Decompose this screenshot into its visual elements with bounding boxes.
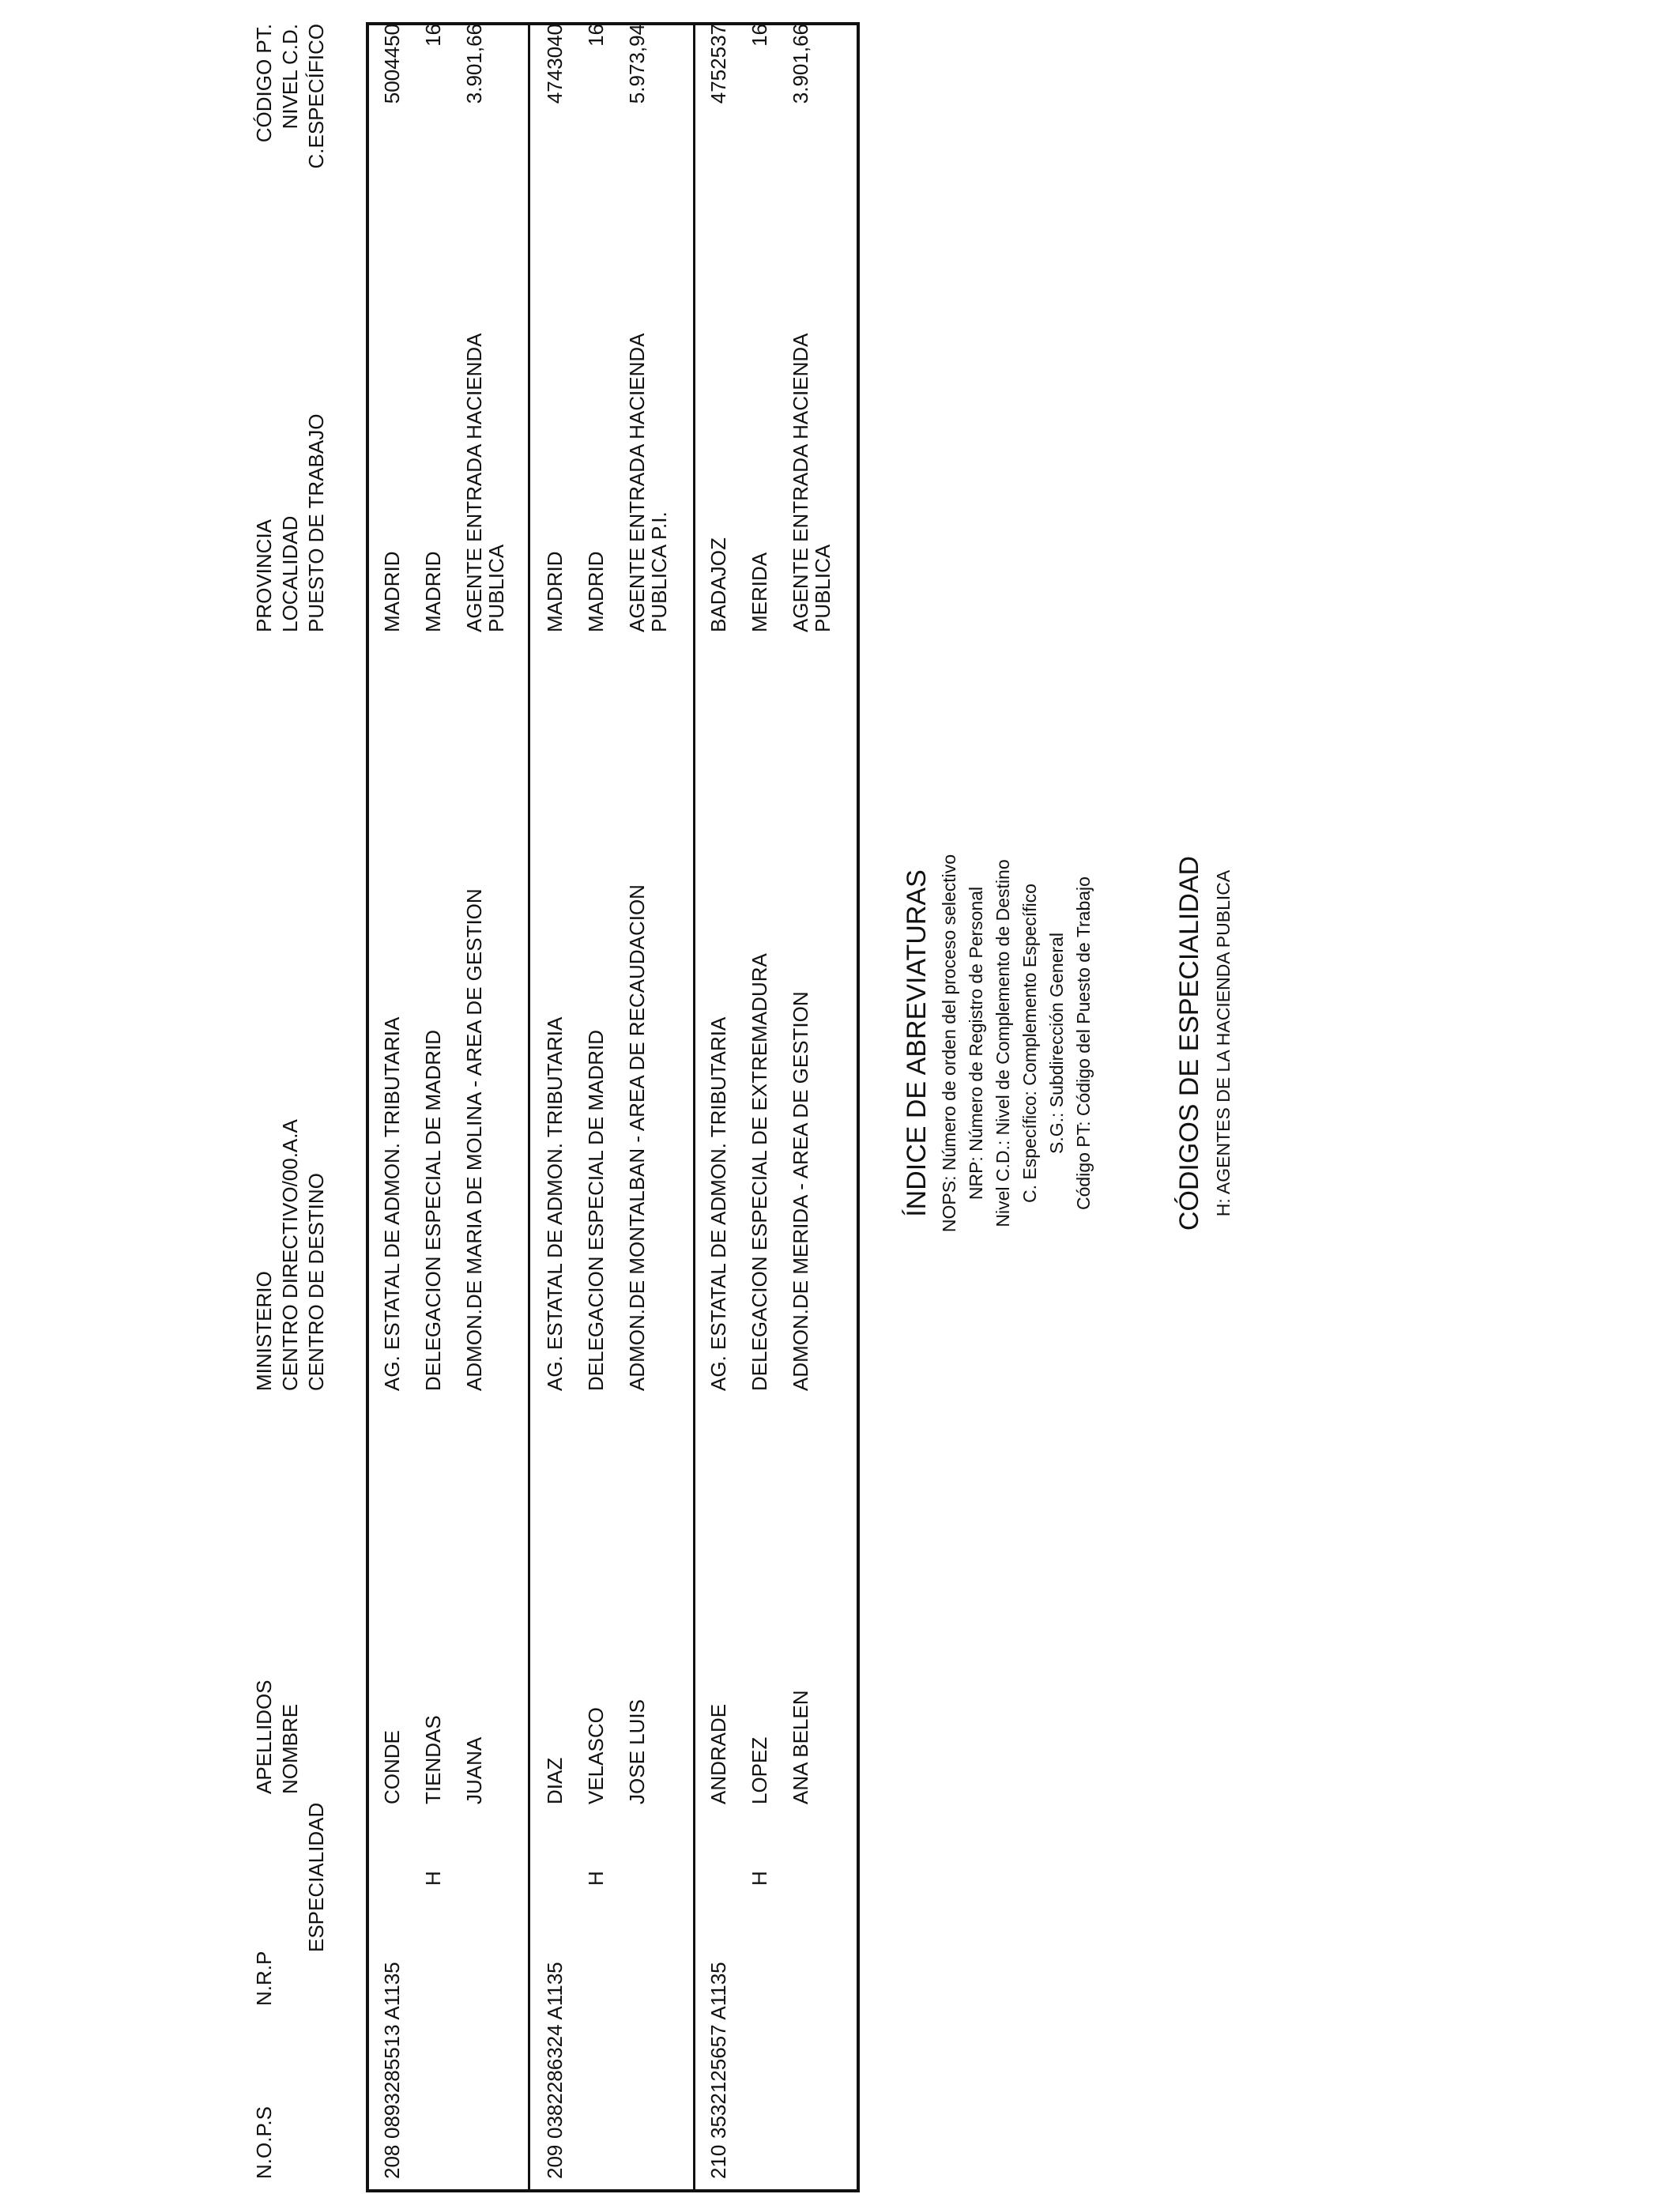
apellido1-cell: DIAZ xyxy=(543,1757,567,1804)
especialidad-cell: H xyxy=(421,1871,445,1886)
ministerio-cell: AG. ESTATAL DE ADMON. TRIBUTARIA xyxy=(706,1016,730,1391)
header-c-especifico: C.ESPECÍFICO xyxy=(304,24,328,169)
puesto-cell: AGENTE ENTRADA HACIENDA xyxy=(625,333,649,632)
codigo-pt-cell: 4743040 xyxy=(543,24,567,104)
centro-directivo-cell: DELEGACION ESPECIAL DE MADRID xyxy=(584,1029,608,1391)
especialidad-line: H: AGENTES DE LA HACIENDA PUBLICA xyxy=(1213,869,1234,1217)
c-especifico-cell: 3.901,66 xyxy=(462,24,486,104)
nrp-cell: 0382286324 A1135 xyxy=(543,1962,567,2139)
apellido1-cell: ANDRADE xyxy=(706,1703,730,1804)
nombre-cell: ANA BELEN xyxy=(789,1690,812,1804)
provincia-cell: BADAJOZ xyxy=(706,537,730,632)
especialidad-title: CÓDIGOS DE ESPECIALIDAD xyxy=(1174,855,1204,1231)
nops-cell: 209 xyxy=(543,2144,567,2179)
puesto-cell-line2: PUBLICA xyxy=(484,544,508,632)
header-apellidos: APELLIDOS xyxy=(252,1679,276,1794)
codigo-pt-cell: 5004450 xyxy=(380,24,404,104)
localidad-cell: MADRID xyxy=(584,551,608,632)
header-nombre: NOMBRE xyxy=(278,1703,302,1794)
especialidad-section xyxy=(1173,727,1237,1359)
apellido1-cell: CONDE xyxy=(380,1730,404,1804)
header-nrp: N.R.P xyxy=(252,1951,276,2006)
nivel-cd-cell: 16 xyxy=(748,24,771,47)
ministerio-cell: AG. ESTATAL DE ADMON. TRIBUTARIA xyxy=(543,1016,567,1391)
centro-destino-cell: ADMON.DE MARIA DE MOLINA - AREA DE GESTION xyxy=(462,888,486,1391)
abreviaturas-title: ÍNDICE DE ABREVIATURAS xyxy=(902,869,932,1217)
abreviatura-line: NRP: Número de Registro de Personal xyxy=(966,886,986,1201)
row-divider xyxy=(693,25,695,2189)
provincia-cell: MADRID xyxy=(543,551,567,632)
header-especialidad: ESPECIALIDAD xyxy=(304,1802,328,1952)
abreviaturas-section xyxy=(901,727,1097,1359)
header-provincia: PROVINCIA xyxy=(252,518,276,632)
header-centro-directivo: CENTRO DIRECTIVO/00.A.A xyxy=(278,1119,302,1391)
nivel-cd-cell: 16 xyxy=(421,24,445,47)
abreviatura-line: Código PT: Código del Puesto de Trabajo xyxy=(1073,876,1094,1210)
centro-destino-cell: ADMON.DE MONTALBAN - AREA DE RECAUDACION xyxy=(625,884,649,1391)
puesto-cell-line2: PUBLICA xyxy=(811,544,834,632)
nops-cell: 210 xyxy=(706,2144,730,2179)
header-nops: N.O.P.S xyxy=(252,2105,276,2179)
abreviatura-line: C. Específico: Complemento Específico xyxy=(1019,884,1040,1203)
header-puesto: PUESTO DE TRABAJO xyxy=(304,413,328,632)
abreviatura-line: S.G.: Subdirección General xyxy=(1046,933,1067,1154)
c-especifico-cell: 3.901,66 xyxy=(789,24,812,104)
apellido2-cell: LOPEZ xyxy=(748,1736,771,1804)
localidad-cell: MADRID xyxy=(421,551,445,632)
header-codigo-pt: CÓDIGO PT. xyxy=(252,24,276,143)
nops-cell: 208 xyxy=(380,2144,404,2179)
puesto-cell-line2: PUBLICA P.I. xyxy=(647,511,671,632)
header-ministerio: MINISTERIO xyxy=(252,1271,276,1391)
provincia-cell: MADRID xyxy=(380,551,404,632)
nivel-cd-cell: 16 xyxy=(584,24,608,47)
c-especifico-cell: 5.973,94 xyxy=(625,24,649,104)
header-localidad: LOCALIDAD xyxy=(278,515,302,632)
nombre-cell: JOSE LUIS xyxy=(625,1699,649,1804)
abreviatura-line: Nivel C.D.: Nivel de Complemento de Destino xyxy=(993,859,1013,1227)
especialidad-cell: H xyxy=(584,1871,608,1886)
nrp-cell: 0893285513 A1135 xyxy=(380,1962,404,2139)
centro-directivo-cell: DELEGACION ESPECIAL DE EXTREMADURA xyxy=(748,953,771,1391)
nombre-cell: JUANA xyxy=(462,1736,486,1804)
codigo-pt-cell: 4752537 xyxy=(706,24,730,104)
header-nivel-cd: NIVEL C.D. xyxy=(278,24,302,130)
puesto-cell: AGENTE ENTRADA HACIENDA xyxy=(789,333,812,632)
apellido2-cell: TIENDAS xyxy=(421,1715,445,1804)
row-divider xyxy=(528,25,530,2189)
header-centro-destino: CENTRO DE DESTINO xyxy=(304,1173,328,1391)
puesto-cell: AGENTE ENTRADA HACIENDA xyxy=(462,333,486,632)
ministerio-cell: AG. ESTATAL DE ADMON. TRIBUTARIA xyxy=(380,1016,404,1391)
especialidad-cell: H xyxy=(748,1871,771,1886)
nrp-cell: 3532125657 A1135 xyxy=(706,1962,730,2139)
centro-destino-cell: ADMON.DE MERIDA - AREA DE GESTION xyxy=(789,991,812,1391)
localidad-cell: MERIDA xyxy=(748,552,771,632)
abreviatura-line: NOPS: Número de orden del proceso selectivo xyxy=(939,854,959,1233)
centro-directivo-cell: DELEGACION ESPECIAL DE MADRID xyxy=(421,1029,445,1391)
apellido2-cell: VELASCO xyxy=(584,1707,608,1804)
